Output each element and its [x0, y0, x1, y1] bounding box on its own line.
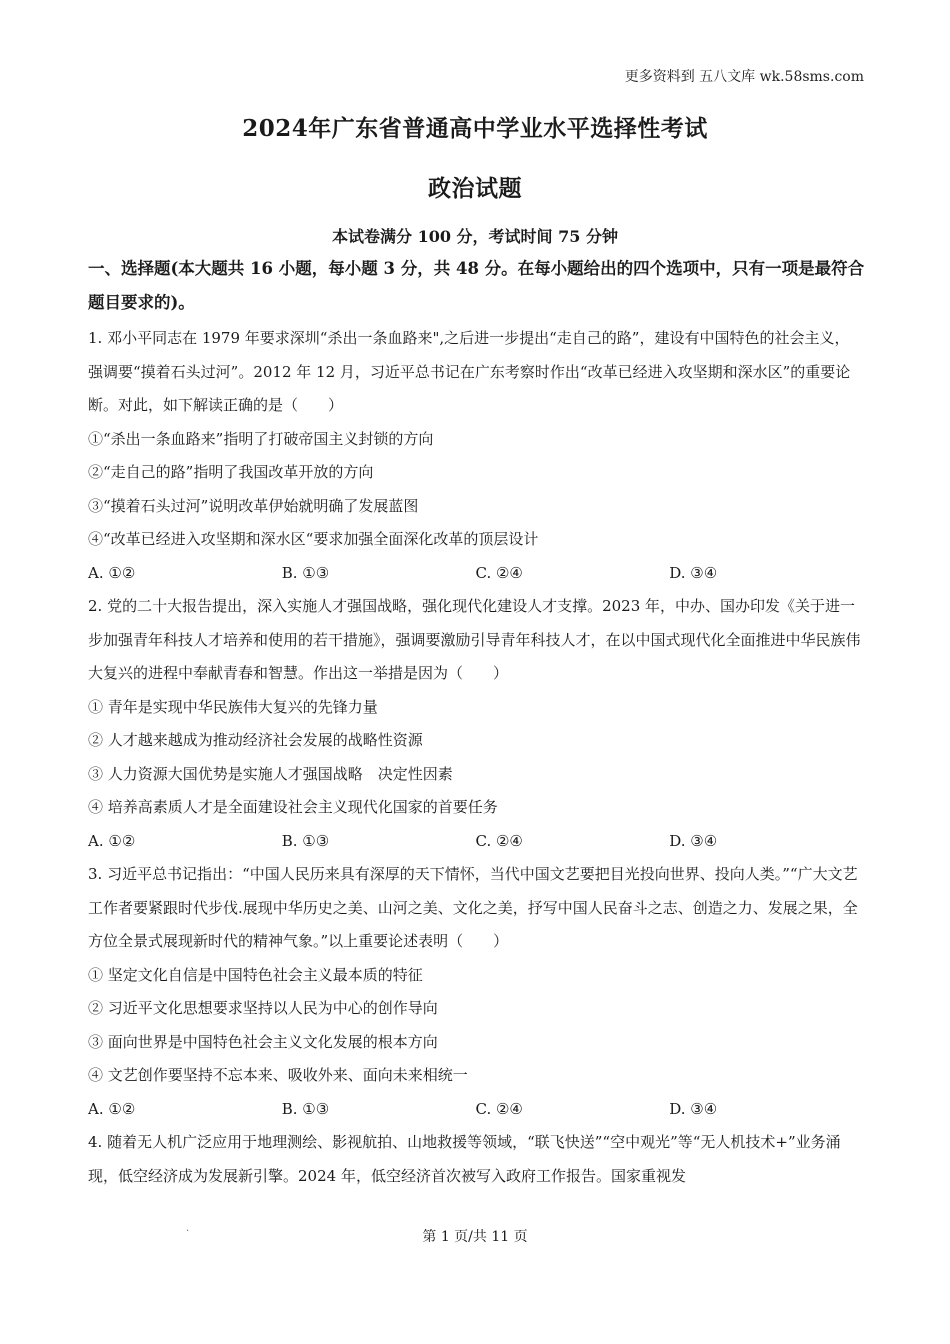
statement-item: ③ 面向世界是中国特色社会主义文化发展的根本方向: [88, 1032, 438, 1051]
statement-item: ① 青年是实现中华民族伟大复兴的先锋力量: [88, 697, 378, 716]
option-c: C. ②④: [475, 831, 523, 850]
option-d: D. ③④: [669, 1099, 718, 1118]
question-3: [88, 858, 863, 1126]
option-b: B. ①③: [281, 831, 330, 850]
option-a: A. ①②: [88, 831, 136, 850]
page-number: 第 1 页/共 11 页: [422, 1229, 528, 1245]
option-d: D. ③④: [669, 563, 718, 582]
statement-item: ①“杀出一条血路来”指明了打破帝国主义封锁的方向: [88, 429, 434, 448]
option-a: A. ①②: [88, 563, 136, 582]
option-b: B. ①③: [281, 1099, 330, 1118]
question-4: [88, 1126, 863, 1193]
question-stem: 3. 习近平总书记指出：“中国人民历来具有深厚的天下情怀，当代中国文艺要把目光投向世界、投向人类。”“广大文艺工作者要紧跟时代步伐.展现中华历史之美、山河之美、文化之美，抒写中国人民奋斗之志、创造之力、发展之果，全方位全景式展现新时代的精神气象。”以上重要论述表明（ ）: [88, 865, 858, 950]
statement-item: ② 人才越来越成为推动经济社会发展的战略性资源: [88, 731, 423, 749]
statement-item: ① 坚定文化自信是中国特色社会主义最本质的特征: [88, 965, 423, 984]
answer-options: [88, 825, 863, 859]
section-heading: 一、选择题(本大题共 16 小题，每小题 3 分，共 48 分。在每小题给出的四个选项中，只有一项是最符合题目要求的)。: [88, 259, 865, 312]
subject-title: 政治试题: [428, 175, 522, 202]
statement-item: ④“改革已经进入攻坚期和深水区“要求加强全面深化改革的顶层设计: [88, 530, 539, 548]
question-1: [88, 322, 863, 590]
option-c: C. ②④: [475, 1099, 523, 1118]
option-b: B. ①③: [281, 563, 330, 582]
footer-mark: ·: [186, 1226, 190, 1237]
exam-info: 本试卷满分 100 分，考试时间 75 分钟: [332, 227, 618, 246]
statement-item: ②“走自己的路”指明了我国改革开放的方向: [88, 463, 374, 481]
answer-options: [88, 1093, 863, 1127]
question-stem: 1. 邓小平同志在 1979 年要求深圳“杀出一条血路来",之后进一步提出“走自己的路”，建设有中国特色的社会主义，强调要“摸着石头过河”。2012 年 12 月，习近平总书记在广东考察时作出“改革已经进入攻坚期和深水区”的重要论断。对此，如下解读正确的是（ ）: [88, 329, 851, 414]
statement-item: ③ 人力资源大国优势是实施人才强国战略 决定性因素: [88, 764, 453, 783]
statement-item: ④ 文艺创作要坚持不忘本来、吸收外来、面向未来相统一: [88, 1066, 468, 1084]
question-stem: 2. 党的二十大报告提出，深入实施人才强国战略，强化现代化建设人才支撑。2023 年，中办、国办印发《关于进一步加强青年科技人才培养和使用的若干措施》，强调要激励引导青年科技人才，在以中国式现代化全面推进中华民族伟大复兴的进程中奉献青春和智慧。作出这一举措是因为（ ）: [88, 597, 861, 682]
answer-options: [88, 557, 863, 591]
option-d: D. ③④: [669, 831, 718, 850]
question-stem: 4. 随着无人机广泛应用于地理测绘、影视航拍、山地救援等领域，“联飞快送”“空中观光”等“无人机技术+”业务涌现，低空经济成为发展新引擎。2024 年，低空经济首次被写入政府工作报告。国家重视发: [88, 1133, 841, 1185]
statement-item: ② 习近平文化思想要求坚持以人民为中心的创作导向: [88, 999, 438, 1017]
option-c: C. ②④: [475, 563, 523, 582]
option-a: A. ①②: [88, 1099, 136, 1118]
question-body: [88, 322, 863, 1193]
statement-item: ③“摸着石头过河”说明改革伊始就明确了发展蓝图: [88, 496, 419, 515]
question-2: [88, 590, 863, 858]
header-watermark-note: 更多资料到 五八文库 wk.58sms.com: [624, 69, 864, 85]
statement-item: ④ 培养高素质人才是全面建设社会主义现代化国家的首要任务: [88, 798, 498, 816]
exam-title: 2024年广东省普通高中学业水平选择性考试: [242, 115, 708, 142]
